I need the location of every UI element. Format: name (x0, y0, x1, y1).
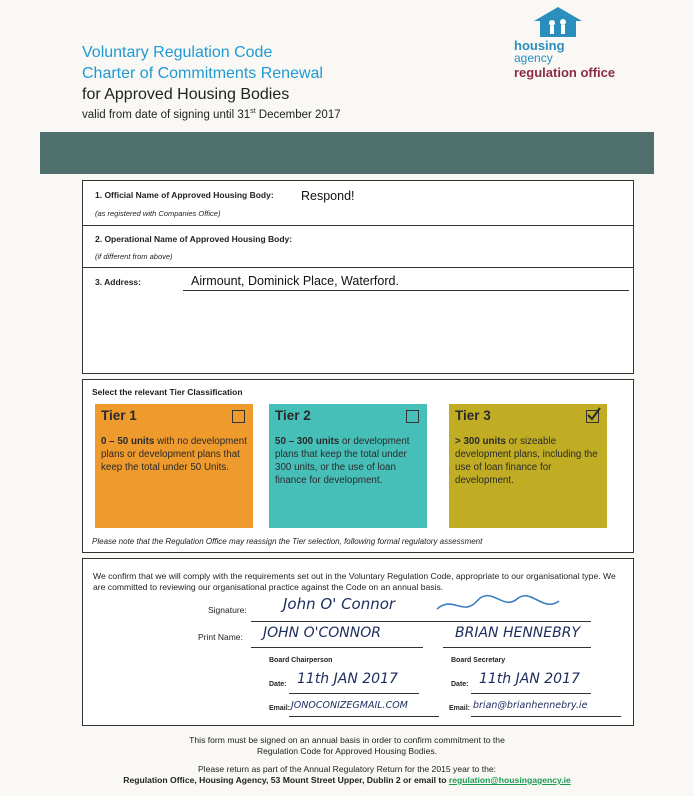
footer-line-4 (82, 775, 612, 786)
tier-note: Please note that the Regulation Office may reassign the Tier selection, following formal regulatory assessment (92, 537, 483, 546)
operational-name-label: 2. Operational Name of Approved Housing Body: (95, 234, 293, 244)
print-name-right[interactable]: BRIAN HENNEBRY (455, 625, 581, 641)
row-operational-name (83, 226, 633, 268)
address-underline (183, 290, 629, 291)
print-name-left[interactable]: JOHN O'CONNOR (263, 625, 381, 641)
signature-underline (251, 621, 591, 622)
tier-2-card[interactable] (269, 404, 427, 528)
logo-text-housing: housing (514, 38, 565, 53)
tier-3-text: or sizeable development plans, including the use of loan finance for development. (455, 436, 598, 486)
date-left-value[interactable]: 11th JAN 2017 (297, 671, 398, 687)
footer-line-1: This form must be signed on an annual basis in order to confirm commitment to the (189, 735, 505, 745)
title-line-1: Voluntary Regulation Code (82, 44, 273, 61)
tier-1-checkbox[interactable] (232, 410, 245, 423)
signature-label: Signature: (208, 605, 247, 615)
print-name-left-underline (251, 647, 423, 648)
date-right-value[interactable]: 11th JAN 2017 (479, 671, 580, 687)
tier-heading: Select the relevant Tier Classification (92, 387, 243, 397)
date-left-label: Date: (269, 681, 287, 688)
operational-name-sublabel: (if different from above) (95, 252, 173, 261)
validity-prefix: valid from date of signing until 31 (82, 108, 251, 121)
commitment-section (82, 558, 634, 726)
email-right-value[interactable]: brian@brianhennebry.ie (473, 700, 588, 711)
email-right-label: Email: (449, 705, 471, 712)
email-left-value[interactable]: JONOCONIZEGMAIL.COM (291, 700, 408, 711)
official-name-value[interactable]: Respond! (301, 189, 355, 203)
tier-1-units: 0 – 50 units (101, 436, 155, 447)
official-name-sublabel: (as registered with Companies Office) (95, 209, 221, 218)
role-right: Board Secretary (451, 657, 506, 664)
tier-3-units: > 300 units (455, 436, 506, 447)
print-name-right-underline (443, 647, 591, 648)
header-band (40, 132, 654, 174)
tier-3-card[interactable] (449, 404, 607, 528)
print-name-label: Print Name: (198, 632, 243, 642)
title-line-3: for Approved Housing Bodies (82, 86, 290, 103)
regulation-email-link[interactable]: regulation@housingagency.ie (448, 775, 571, 785)
footer-address: Regulation Office, Housing Agency, 53 Mount Street Upper, Dublin 2 or email to (123, 775, 449, 785)
date-right-underline (471, 693, 591, 694)
official-name-label: 1. Official Name of Approved Housing Body: (95, 190, 274, 200)
date-left-underline (289, 693, 419, 694)
tier-3-name: Tier 3 (455, 408, 491, 423)
email-left-label: Email: (269, 705, 291, 712)
logo-text-regulation-office: regulation office (514, 65, 616, 80)
footer-line-2: Regulation Code for Approved Housing Bodies. (256, 746, 438, 756)
role-left: Board Chairperson (269, 657, 333, 664)
signature-left[interactable]: John O' Connor (283, 595, 396, 613)
footer-line-3: Please return as part of the Annual Regulatory Return for the 2015 year to the: (197, 764, 497, 774)
tier-1-name: Tier 1 (101, 408, 137, 423)
row-address (83, 268, 633, 373)
validity-suffix: December 2017 (255, 108, 341, 121)
validity-sup: st (250, 108, 256, 115)
tier-1-card[interactable] (95, 404, 253, 528)
logo-text-agency: agency (514, 51, 553, 65)
title-line-2: Charter of Commitments Renewal (82, 65, 323, 82)
tier-2-description (275, 435, 423, 487)
tier-1-text: with no development plans or development plans that keep the total under 50 Units. (101, 436, 247, 473)
email-right-underline (471, 716, 621, 717)
house-logo-icon (526, 5, 590, 39)
email-left-underline (289, 716, 439, 717)
tier-2-units: 50 – 300 units (275, 436, 340, 447)
checkmark-icon (586, 407, 602, 423)
tier-3-checkbox[interactable] (586, 410, 599, 423)
tier-2-name: Tier 2 (275, 408, 311, 423)
tier-3-description (455, 435, 603, 487)
signature-right-mark[interactable] (433, 591, 563, 619)
validity-text (82, 108, 341, 121)
housing-agency-logo (500, 5, 640, 85)
tier-2-checkbox[interactable] (406, 410, 419, 423)
date-right-label: Date: (451, 681, 469, 688)
tier-1-description (101, 435, 249, 474)
address-label: 3. Address: (95, 277, 141, 287)
commitment-text: We confirm that we will comply with the requirements set out in the Voluntary Regulation Code, appropriate to our organisational type. We are committed to reviewing our organisational practice against the Code on an annual basis. (93, 571, 616, 592)
body-details-section (82, 180, 634, 374)
row-official-name (83, 181, 633, 226)
tier-2-text: or development plans that keep the total under 300 units, or the use of loan finance for development. (275, 436, 410, 486)
tier-classification-section (82, 379, 634, 553)
address-value[interactable]: Airmount, Dominick Place, Waterford. (191, 274, 399, 288)
